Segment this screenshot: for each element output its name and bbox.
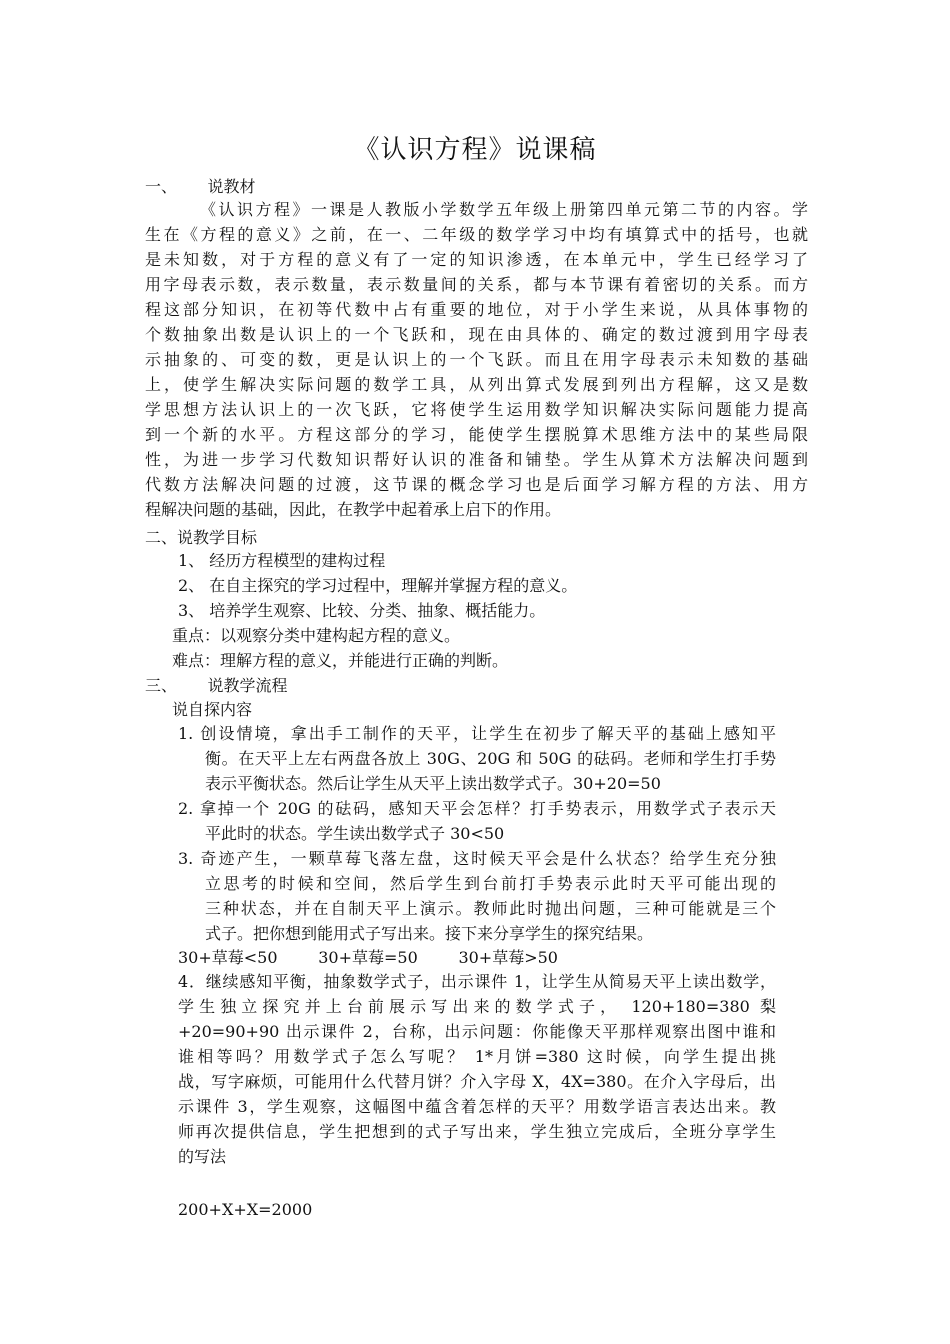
goal-item-2: 2、 在自主探究的学习过程中，理解并掌握方程的意义。 — [178, 576, 578, 595]
process-item-4-line: 师再次提供信息，学生把想到的式子写出来，学生独立完成后，全班分享学生 — [178, 1122, 776, 1141]
section-1-paragraph-line: 学思想方法认识上的一次飞跃，它将使学生运用数学知识解决实际问题能力提高 — [145, 400, 808, 419]
process-item-3-line: 三种状态，并在自制天平上演示。教师此时抛出问题，三种可能就是三个 — [205, 899, 776, 918]
section-1-paragraph-line: 程这部分知识，在初等代数中占有重要的地位，对于小学生来说，从具体事物的 — [145, 300, 808, 319]
sub-heading: 说自探内容 — [172, 700, 253, 719]
final-equation: 200+X+X=2000 — [178, 1200, 313, 1219]
process-item-4-line: 学生独立探究并上台前展示写出来的数学式子， 120+180=380 梨 — [178, 997, 776, 1016]
goal-item-3: 3、 培养学生观察、比较、分类、抽象、概括能力。 — [178, 601, 546, 620]
section-1-paragraph-line: 到一个新的水平。方程这部分的学习，能使学生摆脱算术思维方法中的某些局限 — [145, 425, 808, 444]
document-title: 《认识方程》说课稿 — [353, 135, 597, 165]
process-item-1-line: 表示平衡状态。然后让学生从天平上读出数学式子。30+20=50 — [205, 774, 661, 793]
section-1-paragraph-line: 性，为进一步学习代数知识帮好认识的准备和铺垫。学生从算术方法解决问题到 — [145, 450, 808, 469]
process-item-3-line: 立思考的时候和空间，然后学生到台前打手势表示此时天平可能出现的 — [205, 874, 776, 893]
process-item-2-line: 2. 拿掉一个 20G 的砝码，感知天平会怎样？打手势表示，用数学式子表示天 — [178, 799, 776, 818]
section-1-paragraph-line: 上，使学生解决实际问题的数学工具，从列出算式发展到列出方程解，这又是数 — [145, 375, 808, 394]
goal-item-1: 1、 经历方程模型的建构过程 — [178, 551, 386, 570]
section-1-paragraph-line: 示抽象的、可变的数，更是认识上的一个飞跃。而且在用字母表示未知数的基础 — [145, 350, 808, 369]
process-item-4-line: 4．继续感知平衡，抽象数学式子，出示课件 1，让学生从简易天平上读出数学， — [178, 972, 776, 991]
section-1-paragraph-line: 程解决问题的基础，因此，在教学中起着承上启下的作用。 — [145, 500, 562, 519]
section-1-paragraph-line: 个数抽象出数是认识上的一个飞跃和，现在由具体的、确定的数过渡到用字母表 — [145, 325, 808, 344]
process-item-4-line: 战，写字麻烦，可能用什么代替月饼？介入字母 X，4X=380。在介入字母后，出 — [178, 1072, 776, 1091]
section-1-paragraph-line: 生在《方程的意义》之前，在一、二年级的数学学习中均有填算式中的括号，也就 — [145, 225, 808, 244]
process-item-3-line: 式子。把你想到能用式子写出来。接下来分享学生的探究结果。 — [205, 924, 654, 943]
process-item-2-line: 平此时的状态。学生读出数学式子 30<50 — [205, 824, 505, 843]
strawberry-equations: 30+草莓<50 30+草莓=50 30+草莓>50 — [178, 948, 558, 967]
process-item-4-line: 的写法 — [178, 1147, 227, 1166]
process-item-3-line: 3. 奇迹产生，一颗草莓飞落左盘，这时候天平会是什么状态？给学生充分独 — [178, 849, 776, 868]
process-item-1-line: 衡。在天平上左右两盘各放上 30G、20G 和 50G 的砝码。老师和学生打手势 — [205, 749, 776, 768]
section-1-paragraph-line: 代数方法解决问题的过渡，这节课的概念学习也是后面学习解方程的方法、用方 — [145, 475, 808, 494]
process-item-4-line: 示课件 3，学生观察，这幅图中蕴含着怎样的天平？用数学语言表达出来。教 — [178, 1097, 776, 1116]
section-3-heading: 三、 说教学流程 — [145, 676, 288, 695]
section-2-heading: 二、说教学目标 — [145, 528, 258, 547]
section-1-paragraph-line: 是未知数，对于方程的意义有了一定的知识渗透，在本单元中，学生已经学习了 — [145, 250, 808, 269]
process-item-1-line: 1. 创设情境，拿出手工制作的天平，让学生在初步了解天平的基础上感知平 — [178, 724, 776, 743]
section-1-paragraph-line: 用字母表示数，表示数量，表示数量间的关系，都与本节课有着密切的关系。而方 — [145, 275, 808, 294]
process-item-4-line: 谁相等吗？用数学式子怎么写呢？ 1*月饼=380 这时候，向学生提出挑 — [178, 1047, 776, 1066]
section-1-paragraph-line: 《认识方程》一课是人教版小学数学五年级上册第四单元第二节的内容。学 — [200, 200, 808, 219]
section-1-heading: 一、 说教材 — [145, 177, 256, 196]
process-item-4-line: +20=90+90 出示课件 2，台称，出示问题：你能像天平那样观察出图中谁和 — [178, 1022, 776, 1041]
difficulty: 难点：理解方程的意义，并能进行正确的判断。 — [172, 651, 509, 670]
key-point: 重点：以观察分类中建构起方程的意义。 — [172, 626, 461, 645]
